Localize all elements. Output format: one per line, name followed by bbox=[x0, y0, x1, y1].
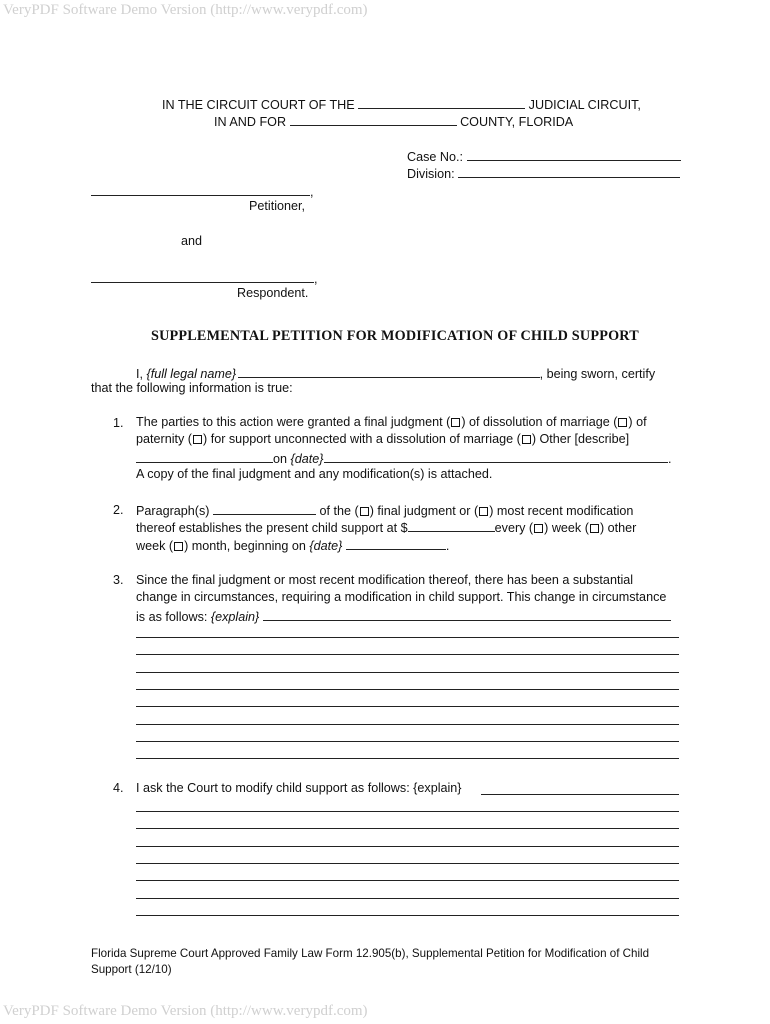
item-3-explain-label: {explain} bbox=[210, 610, 260, 624]
item-2-text-f: every ( bbox=[494, 521, 534, 535]
watermark-top: VeryPDF Software Demo Version (http://www.verypdf.com) bbox=[3, 2, 368, 18]
petitioner-label: Petitioner, bbox=[249, 199, 306, 213]
full-legal-name-label: {full legal name} bbox=[146, 367, 237, 381]
other-week-checkbox[interactable] bbox=[590, 524, 599, 533]
item-2-number: 2. bbox=[113, 503, 124, 517]
intro-i: I, bbox=[136, 367, 143, 381]
item-1-line-1 bbox=[136, 414, 647, 432]
judicial-circuit-field[interactable] bbox=[358, 95, 525, 109]
petitioner-comma: , bbox=[310, 185, 314, 199]
item-2-text-j: ) month, beginning on bbox=[184, 539, 306, 553]
item-4-explain-field[interactable] bbox=[481, 794, 679, 795]
item-3-rule-7[interactable] bbox=[136, 741, 679, 742]
intro-line-2: that the following information is true: bbox=[91, 381, 293, 395]
child-support-amount-field[interactable] bbox=[408, 518, 495, 532]
item-1-text-b: ) of dissolution of marriage ( bbox=[461, 415, 618, 429]
item-2-text-i: week ( bbox=[136, 539, 174, 553]
item-3-line-2: change in circumstances, requiring a modification in child support. This change in circumstance bbox=[136, 590, 667, 604]
item-3-number: 3. bbox=[113, 573, 124, 587]
item-2-text-c: ) final judgment or ( bbox=[369, 504, 479, 518]
item-3-text: is as follows: bbox=[136, 610, 208, 624]
month-checkbox[interactable] bbox=[174, 542, 183, 551]
item-2-text-d: ) most recent modification bbox=[489, 504, 634, 518]
other-checkbox[interactable] bbox=[522, 435, 531, 444]
item-1-date-label: {date} bbox=[290, 452, 324, 466]
petitioner-name-field[interactable] bbox=[91, 182, 310, 196]
case-no-label: Case No.: bbox=[407, 150, 463, 164]
paragraph-field[interactable] bbox=[213, 501, 316, 515]
item-4-rule-6[interactable] bbox=[136, 898, 679, 899]
item-1-text-d: paternity ( bbox=[136, 432, 192, 446]
division-row bbox=[407, 164, 680, 181]
beginning-date-field[interactable] bbox=[346, 536, 446, 550]
item-2-text-b: of the ( bbox=[319, 504, 359, 518]
final-judgment-checkbox[interactable] bbox=[360, 507, 369, 516]
item-2-line-3 bbox=[136, 536, 449, 556]
item-1-line-2 bbox=[136, 431, 629, 449]
item-2-text-g: ) week ( bbox=[544, 521, 589, 535]
item-4-rule-7[interactable] bbox=[136, 915, 679, 916]
item-4-rule-5[interactable] bbox=[136, 880, 679, 881]
most-recent-modification-checkbox[interactable] bbox=[479, 507, 488, 516]
item-4-rule-2[interactable] bbox=[136, 828, 679, 829]
item-3-line-3 bbox=[136, 607, 671, 624]
item-4-number: 4. bbox=[113, 781, 124, 795]
item-3-rule-6[interactable] bbox=[136, 724, 679, 725]
court-line-2 bbox=[214, 112, 573, 129]
footer-line-2: Support (12/10) bbox=[91, 963, 172, 976]
court-line-1-prefix: IN THE CIRCUIT COURT OF THE bbox=[162, 98, 355, 112]
case-no-field[interactable] bbox=[467, 147, 681, 161]
other-describe-field[interactable] bbox=[136, 449, 273, 463]
item-4-rule-4[interactable] bbox=[136, 863, 679, 864]
watermark-bottom: VeryPDF Software Demo Version (http://www.verypdf.com) bbox=[3, 1003, 368, 1019]
dissolution-of-marriage-checkbox[interactable] bbox=[618, 418, 627, 427]
document-title: SUPPLEMENTAL PETITION FOR MODIFICATION OF CHILD SUPPORT bbox=[151, 328, 639, 344]
respondent-name-row bbox=[91, 269, 318, 286]
footer-line-1: Florida Supreme Court Approved Family Law Form 12.905(b), Supplemental Petition for Modification of Child bbox=[91, 947, 650, 960]
court-line-1-suffix: JUDICIAL CIRCUIT, bbox=[528, 98, 641, 112]
item-1-text-e: ) for support unconnected with a dissolution of marriage ( bbox=[203, 432, 521, 446]
respondent-label: Respondent. bbox=[237, 286, 309, 300]
item-1-number: 1. bbox=[113, 416, 124, 430]
item-1-text-a: The parties to this action were granted a final judgment ( bbox=[136, 415, 451, 429]
item-1-line-4: A copy of the final judgment and any modification(s) is attached. bbox=[136, 467, 493, 481]
case-no-row bbox=[407, 147, 681, 164]
county-field[interactable] bbox=[290, 112, 457, 126]
full-legal-name-field[interactable] bbox=[238, 364, 540, 378]
item-3-rule-2[interactable] bbox=[136, 654, 679, 655]
and-label: and bbox=[181, 234, 203, 248]
item-4-rule-3[interactable] bbox=[136, 846, 679, 847]
item-3-rule-1[interactable] bbox=[136, 637, 679, 638]
every-week-checkbox[interactable] bbox=[534, 524, 543, 533]
item-3-rule-5[interactable] bbox=[136, 706, 679, 707]
item-2-text-a: Paragraph(s) bbox=[136, 504, 210, 518]
item-1-date-field[interactable] bbox=[324, 449, 668, 463]
petitioner-name-row bbox=[91, 182, 314, 199]
court-line-2-suffix: COUNTY, FLORIDA bbox=[460, 115, 574, 129]
item-4-line-1: I ask the Court to modify child support as follows: {explain} bbox=[136, 781, 462, 795]
item-1-text-c: ) of bbox=[628, 415, 647, 429]
item-1-period: . bbox=[667, 452, 672, 466]
item-2-line-2 bbox=[136, 518, 636, 538]
item-2-date-label: {date} bbox=[309, 539, 343, 553]
item-3-explain-field[interactable] bbox=[263, 607, 671, 621]
court-line-2-prefix: IN AND FOR bbox=[214, 115, 287, 129]
item-4-rule-1[interactable] bbox=[136, 811, 679, 812]
paternity-checkbox[interactable] bbox=[193, 435, 202, 444]
item-3-rule-8[interactable] bbox=[136, 758, 679, 759]
item-1-text-f: ) Other [describe] bbox=[531, 432, 630, 446]
court-line-1 bbox=[162, 95, 641, 112]
item-3-rule-3[interactable] bbox=[136, 672, 679, 673]
respondent-name-field[interactable] bbox=[91, 269, 314, 283]
item-1-on-label: on bbox=[273, 452, 288, 466]
item-2-period: . bbox=[445, 539, 450, 553]
division-label: Division: bbox=[407, 167, 455, 181]
item-2-text-h: ) other bbox=[599, 521, 637, 535]
item-2-text-e: thereof establishes the present child support at $ bbox=[136, 521, 408, 535]
intro-line-1 bbox=[136, 364, 655, 381]
item-3-rule-4[interactable] bbox=[136, 689, 679, 690]
item-3-line-1: Since the final judgment or most recent modification thereof, there has been a substantial bbox=[136, 573, 634, 587]
intro-sworn: , being sworn, certify bbox=[539, 367, 656, 381]
final-judgment-dissolution-checkbox[interactable] bbox=[451, 418, 460, 427]
respondent-comma: , bbox=[314, 272, 318, 286]
division-field[interactable] bbox=[458, 164, 680, 178]
